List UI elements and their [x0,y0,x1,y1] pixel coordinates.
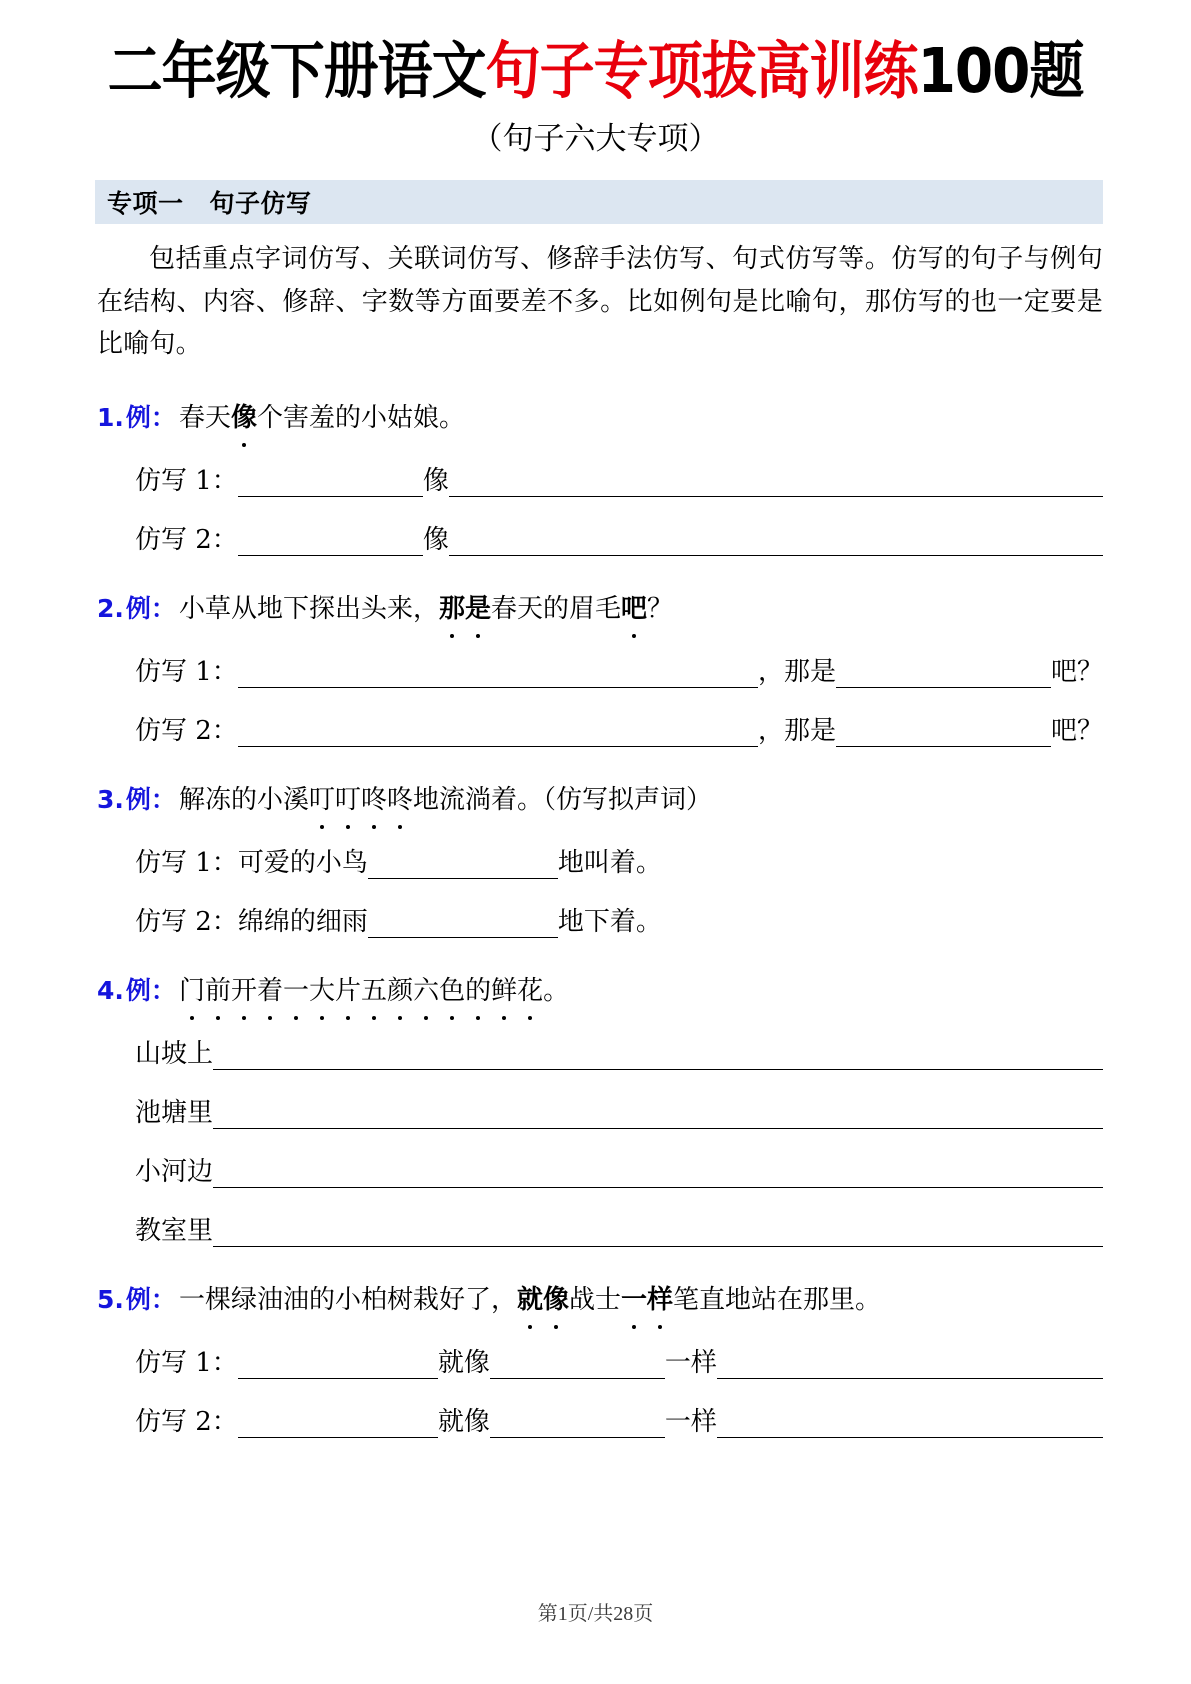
answer-blank[interactable] [717,1411,1103,1438]
emphasis-char: 叮 [309,781,335,820]
answer-row-4-4 [97,1210,1103,1247]
question-block-2 [97,590,1103,747]
title-block [0,0,1191,158]
answer-blank[interactable] [368,852,558,879]
question-number-5: 5. [97,1284,124,1314]
question-block-1 [97,399,1103,556]
question-number-3: 3. [97,784,124,814]
question-prompt-1 [97,399,1103,438]
question-example-label-2: 例： [125,593,176,623]
answer-blank[interactable] [490,1352,665,1379]
emphasis-char: 叮 [335,781,361,820]
answer-label: 仿写 2： [135,1406,238,1437]
emphasis-char: 花 [517,972,543,1011]
answer-connector: 像 [422,524,449,555]
answer-row-4-1 [97,1033,1103,1070]
question-number-4: 4. [97,975,124,1005]
emphasis-char: 颜 [387,972,413,1011]
question-text-1: 春天像个害羞的小姑娘。 [179,399,465,438]
emphasis-bold: 就像 [517,1285,569,1315]
emphasis-char: 开 [231,972,257,1011]
question-block-5 [97,1281,1103,1438]
answer-blank[interactable] [449,470,1103,497]
question-example-label-3: 例： [125,784,176,814]
question-block-4 [97,972,1103,1247]
emphasis-char: 咚 [361,781,387,820]
answer-tail: 吧？ [1050,715,1103,746]
section-header-bar [95,180,1103,224]
answer-tail: 地下着。 [557,906,662,937]
answer-label: 山坡上 [135,1038,214,1069]
answer-row-3-1 [97,842,1103,879]
answer-row-1-2 [97,519,1103,556]
answer-label: 仿写 2： [135,524,238,555]
answer-blank[interactable] [836,720,1051,747]
emphasis-char: 一 [283,972,309,1011]
answer-blank[interactable] [238,1411,438,1438]
emphasis-char: 大 [309,972,335,1011]
question-prompt-4 [97,972,1103,1011]
question-example-label-4: 例： [125,975,176,1005]
spacer [0,747,1191,781]
answer-blank[interactable] [238,470,423,497]
emphasis-char: 前 [205,972,231,1011]
question-prompt-5 [97,1281,1103,1320]
emphasis-char: 片 [335,972,361,1011]
question-example-label-5: 例： [125,1284,176,1314]
question-prompt-2 [97,590,1103,629]
answer-connector: ，那是 [757,715,836,746]
answer-label: 池塘里 [135,1097,214,1128]
answer-blank[interactable] [213,1220,1103,1247]
spacer [0,1247,1191,1281]
answer-blank[interactable] [213,1102,1103,1129]
answer-connector: 就像 [437,1347,490,1378]
emphasis-bold: 吧 [621,590,647,629]
emphasis-char: 像 [231,399,257,438]
question-text-4: 门前开着一大片五颜六色的鲜花。 [179,972,569,1011]
answer-connector: 就像 [437,1406,490,1437]
answer-blank[interactable] [836,661,1051,688]
answer-blank[interactable] [490,1411,665,1438]
question-text-5: 一棵绿油油的小柏树栽好了，就像战士一样笔直地站在那里。 [179,1281,881,1320]
page-footer: 第1页/共28页 [537,1603,654,1625]
emphasis-char: 六 [413,972,439,1011]
page-subtitle: （句子六大专项） [471,121,720,158]
answer-blank[interactable] [213,1161,1103,1188]
emphasis-run-4 [179,976,543,1006]
title-part-black-2: 100题 [917,34,1084,107]
answer-tail: 地叫着。 [557,847,662,878]
question-text-2: 小草从地下探出头来，那是春天的眉毛吧？ [179,590,673,629]
emphasis-bold: 一样 [621,1285,673,1315]
answer-blank[interactable] [368,911,558,938]
answer-row-4-3 [97,1151,1103,1188]
answer-blank[interactable] [238,720,758,747]
question-number-1: 1. [97,402,124,432]
answer-prefix: 可爱的小鸟 [237,847,368,878]
answer-row-5-1 [97,1342,1103,1379]
answer-label: 仿写 2： [135,906,238,937]
answer-row-5-2 [97,1401,1103,1438]
answer-connector: 像 [422,465,449,496]
answer-label: 仿写 1： [135,656,238,687]
emphasis-char: 的 [465,972,491,1011]
title-part-red: 句子专项拔高训练 [485,34,918,107]
emphasis-char: 着 [257,972,283,1011]
emphasis-char: 咚 [387,781,413,820]
answer-row-1-1 [97,460,1103,497]
answer-tail: 吧？ [1050,656,1103,687]
answer-row-3-2 [97,901,1103,938]
emphasis-char: 五 [361,972,387,1011]
spacer [0,938,1191,972]
answer-row-2-2 [97,710,1103,747]
answer-blank[interactable] [238,1352,438,1379]
answer-blank[interactable] [213,1043,1103,1070]
answer-blank[interactable] [449,529,1103,556]
question-example-label-1: 例： [125,402,176,432]
spacer [0,556,1191,590]
answer-label: 仿写 1： [135,1347,238,1378]
answer-label: 仿写 1： [135,847,238,878]
answer-connector: 一样 [664,1347,717,1378]
answer-prefix: 绵绵的细雨 [237,906,368,937]
answer-connector: ，那是 [757,656,836,687]
question-prompt-3 [97,781,1103,820]
question-text-3: 解冻的小溪叮叮咚咚地流淌着。（仿写拟声词） [179,781,712,820]
section-intro-paragraph: 包括重点字词仿写、关联词仿写、修辞手法仿写、句式仿写等。仿写的句子与例句在结构、内容、修辞、字数等方面要差不多。比如例句是比喻句，那仿写的也一定要是比喻句。 [97,244,1103,359]
page-title [0,34,1191,107]
answer-label: 仿写 2： [135,715,238,746]
section-label: 专项一 [107,189,184,219]
answer-label: 小河边 [135,1156,214,1187]
answer-blank[interactable] [238,529,423,556]
answer-connector: 一样 [664,1406,717,1437]
emphasis-char: 色 [439,972,465,1011]
emphasis-char: 门 [179,972,205,1011]
emphasis-run-3 [309,785,413,815]
question-block-3 [97,781,1103,938]
emphasis-char: 鲜 [491,972,517,1011]
answer-row-2-1 [97,651,1103,688]
answer-blank[interactable] [717,1352,1103,1379]
answer-label: 仿写 1： [135,465,238,496]
emphasis-bold: 那是 [439,594,491,624]
question-number-2: 2. [97,593,124,623]
answer-row-4-2 [97,1092,1103,1129]
title-part-black-1: 二年级下册语文 [107,34,486,107]
section-name: 句子仿写 [209,189,312,219]
answer-blank[interactable] [238,661,758,688]
spacer [0,365,1191,399]
answer-label: 教室里 [135,1215,214,1246]
